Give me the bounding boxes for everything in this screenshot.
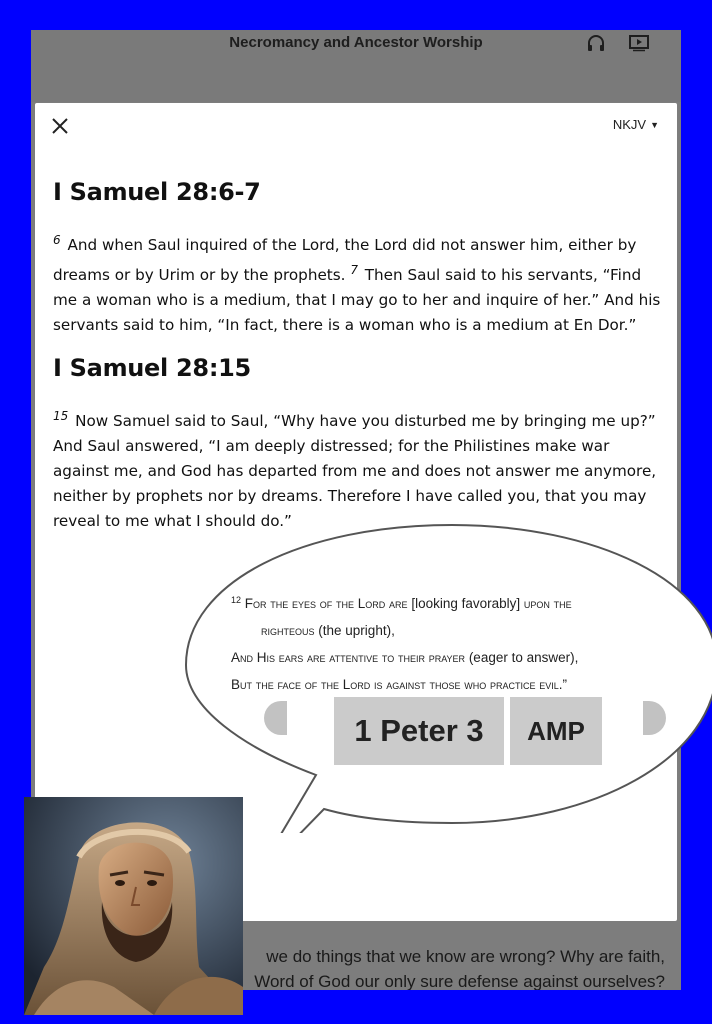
bubble-verse-line — [231, 587, 671, 617]
bubble-verse-line: But the face of the Lord is against those who practice evil.” — [231, 677, 568, 692]
passage-reference: I Samuel 28:6-7 — [53, 178, 261, 206]
passage-text — [53, 228, 665, 338]
bubble-verse-fragment: (the upright), — [318, 623, 395, 638]
jesus-portrait — [24, 797, 243, 1015]
headphones-icon[interactable] — [586, 34, 606, 52]
bubble-verse-fragment: For the eyes of the Lord are — [244, 596, 408, 611]
bubble-verse-fragment: righteous — [261, 623, 315, 638]
verse-number: 7 — [350, 263, 358, 277]
speech-bubble — [184, 523, 712, 833]
previous-chapter-button[interactable] — [264, 701, 287, 735]
bubble-verse-fragment: [looking favorably] — [411, 596, 521, 611]
bubble-verse — [231, 587, 671, 698]
chapter-pager — [264, 697, 666, 769]
bubble-verse-line — [231, 644, 671, 671]
verse-text: Now Samuel said to Saul, “Why have you disturbed me by bringing me up?” And Saul answered, “I am deeply distressed; for the Philistines make war against me, and God has departed from me and does not answer me anymore, neither by prophets nor by dreams. Therefore I have called you, that you may reveal to me what I should do.” — [53, 412, 657, 530]
bubble-verse-fragment: And His ears are attentive to their prayer — [231, 650, 466, 665]
verse-number: 6 — [53, 233, 61, 247]
book-chapter-button[interactable]: 1 Peter 3 — [334, 697, 504, 765]
caret-down-icon: ▼ — [650, 119, 659, 130]
bubble-verse-fragment: (eager to answer), — [468, 650, 579, 665]
close-icon[interactable] — [49, 115, 71, 137]
background-title: Necromancy and Ancestor Worship — [229, 34, 483, 51]
bubble-version-button[interactable]: AMP — [510, 697, 602, 765]
passage-reference: I Samuel 28:15 — [53, 354, 251, 382]
background-header — [31, 30, 681, 102]
background-line: we do things that we know are wrong? Why are faith, — [266, 947, 665, 966]
version-label: NKJV — [612, 117, 647, 132]
verse-number: 15 — [53, 409, 69, 423]
play-video-icon[interactable] — [629, 34, 649, 52]
bubble-verse-fragment: upon the — [523, 596, 572, 611]
verse-text: And when Saul inquired of the Lord, the Lord did not answer him, either by dreams or by Urim or by the prophets. — [53, 236, 637, 284]
background-paragraph — [245, 944, 665, 990]
bubble-verse-number: 12 — [231, 595, 242, 605]
passage-text — [53, 404, 665, 534]
verse-text: Then Saul said to his servants, “Find me a woman who is a medium, that I may go to her and inquire of her.” And his servants said to him, “In fact, there is a woman who is a medium at En Dor.” — [53, 266, 661, 334]
bubble-verse-line — [231, 617, 671, 644]
passage-content — [53, 178, 665, 550]
version-dropdown[interactable] — [613, 117, 659, 132]
jesus-portrait-illustration — [24, 797, 243, 1015]
background-line: Word of God our only sure defense against ourselves? — [254, 972, 665, 990]
next-chapter-button[interactable] — [643, 701, 666, 735]
